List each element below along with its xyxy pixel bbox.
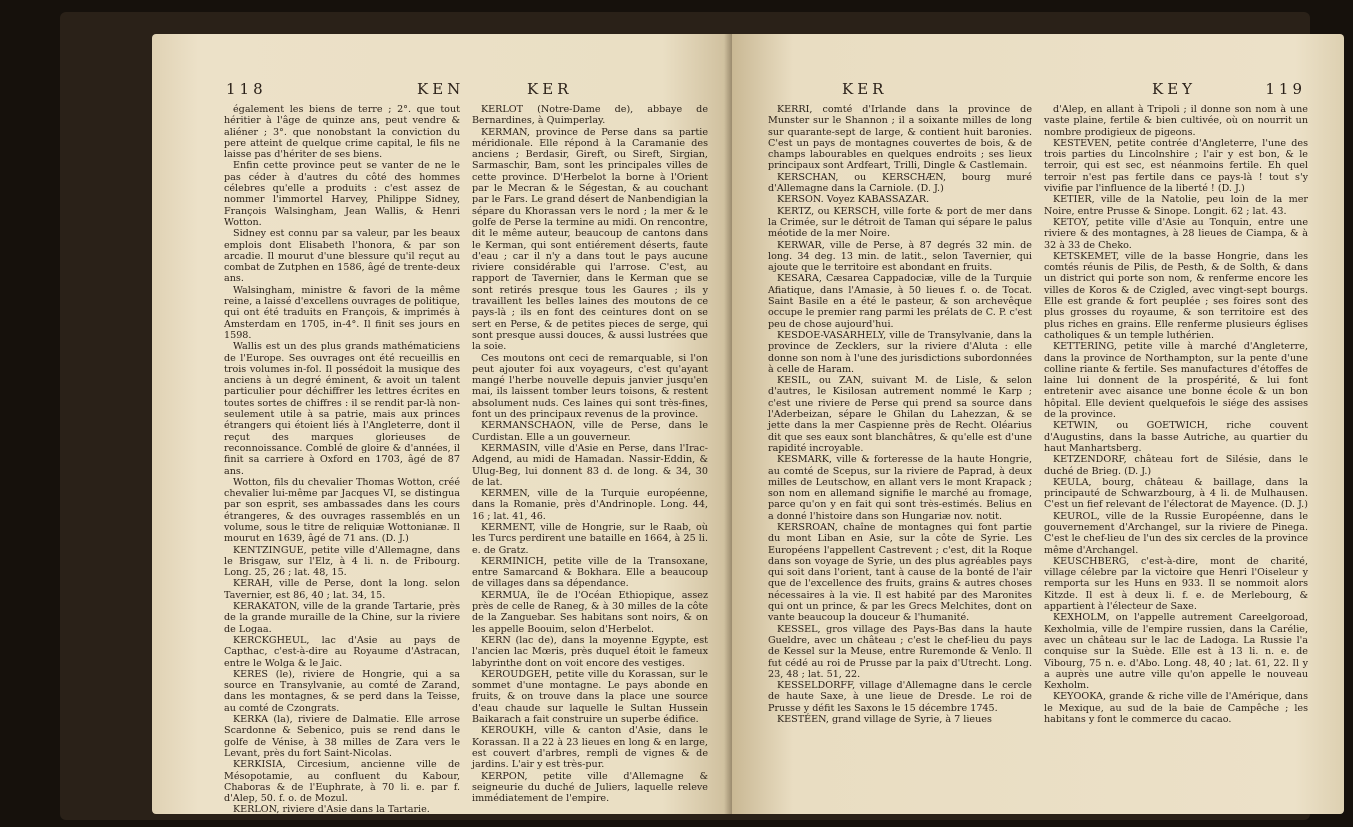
entry-paragraph: Enfin cette province peut se vanter de ne le pas céder à d'autres du côté des hommes célebres qu'elle a produits : c'est assez de nommer l'immortel Harvey, Philippe Sidney, François Walsingham, Jean Wallis, & Henri Wotton. <box>224 160 460 228</box>
entry-paragraph: KETIER, ville de la Natolie, peu loin de la mer Noire, entre Prusse & Sinope. Longit. 62 ; lat. 43. <box>1044 194 1308 217</box>
entry-paragraph: KERKISIA, Circesium, ancienne ville de Mésopotamie, au confluent du Kabour, Chaboras & de l'Euphrate, à 70 li. e. par f. d'Alep, 50. f. o. de Mozul. <box>224 759 460 805</box>
entry-paragraph: KESDOE-VASARHELY, ville de Transylvanie, dans la province de Zecklers, sur la riviere d'Aluta : elle donne son nom à l'une des jurisdictions subordonnées à celle de Haram. <box>768 329 1032 375</box>
right-column-2 <box>1044 104 1308 800</box>
entry-paragraph: KESSEL, gros village des Pays-Bas dans la haute Gueldre, avec un château ; c'est le chef-lieu du pays de Kessel sur la Meuse, entre Ruremonde & Venlo. Il fut cédé au roi de Prusse par la paix d'Utrecht. Long. 23, 48 ; lat. 51, 22. <box>768 623 1032 680</box>
entry-paragraph: d'Alep, en allant à Tripoli ; il donne son nom à une vaste plaine, fertile & bien cultivée, où on nourrit un nombre prodigieux de pigeons. <box>1044 104 1308 138</box>
left-page-header <box>152 80 732 102</box>
entry-paragraph: Walsingham, ministre & favori de la même reine, a laissé d'excellens ouvrages de politique, qui ont été traduits en François, & imprimés à Amsterdam en 1705, in-4°. Il finit ses jours en 1598. <box>224 284 460 341</box>
entry-paragraph: KERRI, comté d'Irlande dans la province de Munster sur le Shannon ; il a soixante milles de long sur quarante-sept de large, & contient huit baronies. C'est un pays de montagnes couvertes de bois, & de champs labourables en quelques endroits ; ses lieux principaux sont Ardfeart, Trilli, Dingle & Castlemain. <box>768 104 1032 172</box>
entry-paragraph: KERSCHAN, ou KERSCHÆN, bourg muré d'Allemagne dans la Carniole. (D. J.) <box>768 171 1032 195</box>
entry-paragraph: KESARA, Cæsarea Cappadociæ, ville de la Turquie Afiatique, dans l'Amasie, à 50 lieues f. o. de Tocat. Saint Basile en a été le pasteur, & son archevêque occupe le premier rang parmi les prélats de C. P. c'est peu de chose aujourd'hui. <box>768 273 1032 330</box>
book-spread <box>60 12 1310 820</box>
entry-paragraph: KERLOT (Notre-Dame de), abbaye de Bernardines, à Quimperlay. <box>472 104 708 127</box>
right-page-columns <box>768 104 1308 800</box>
entry-paragraph: KEULA, bourg, château & baillage, dans la principauté de Schwarzbourg, à 4 li. de Mulhausen. C'est un fief relevant de l'électorat de Mayence. (D. J.) <box>1044 476 1308 511</box>
entry-paragraph: KERMEN, ville de la Turquie européenne, dans la Romanie, près d'Andrinople. Long. 44, 16 ; lat. 41, 46. <box>472 488 708 522</box>
entry-paragraph: Wotton, fils du chevalier Thomas Wotton, créé chevalier lui-même par Jacques VI, se distingua par son esprit, ses ambassades dans les cours étrangeres, & des ouvrages rassemblés en un volume, sous le titre de reliquiæ Wottonianæ. Il mourut en 1639, âgé de 71 ans. (D. J.) <box>224 476 460 545</box>
entry-paragraph: KERCKGHEUL, lac d'Asie au pays de Capthac, c'est-à-dire au Royaume d'Astracan, entre le Wolga & le Jaic. <box>224 634 460 669</box>
entry-paragraph: KETZENDORF, château fort de Silésie, dans le duché de Brieg. (D. J.) <box>1044 454 1308 477</box>
left-column-1 <box>224 104 460 816</box>
entry-paragraph: KERTZ, ou KERSCH, ville forte & port de mer dans la Crimée, sur le détroit de Taman qui sépare le palus méotide de la mer Noire. <box>768 205 1032 240</box>
left-column-2 <box>472 104 708 805</box>
entry-paragraph: KERWAR, ville de Perse, à 87 degrés 32 min. de long. 34 deg. 13 min. de latit., selon Tavernier, qui ajoute que le territoire est abondant en fruits. <box>768 239 1032 274</box>
entry-paragraph: Wallis est un des plus grands mathématiciens de l'Europe. Ses ouvrages ont été recueillis en trois volumes in-fol. Il possédoit la musique des anciens à un degré éminent, & avoit un talent particulier pour déchiffrer les lettres écrites en toutes sortes de chiffres : il se rendit par-là non-seulement utile à sa patrie, mais aux princes étrangers qui étoient liés à l'Angleterre, dont il reçut des marques glorieuses de reconnoissance. Comblé de gloire & d'années, il finit sa carriere à Oxford en 1703, âgé de 87 ans. <box>224 341 460 477</box>
entry-paragraph: KEROUDGEH, petite ville du Korassan, sur le sommet d'une montagne. Le pays abonde en fruits, & on trouve dans la place une source d'eau chaude sur laquelle le Sultan Hussein Baikarach a fait construire un superbe édifice. <box>472 668 708 726</box>
left-page <box>152 34 732 814</box>
entry-paragraph: KERAH, ville de Perse, dont la long. selon Tavernier, est 86, 40 ; lat. 34, 15. <box>224 578 460 601</box>
right-page-number: 119 <box>1265 80 1306 98</box>
entry-paragraph: KEUROL, ville de la Russie Européenne, dans le gouvernement d'Archangel, sur la riviere de Pinega. C'est le chef-lieu de l'un des six cercles de la province même d'Archangel. <box>1044 510 1308 556</box>
entry-paragraph: KERMAN, province de Perse dans sa partie méridionale. Elle répond à la Caramanie des anciens ; Berdasir, Gireft, ou Sireft, Sirgian, Sarmaschir, Bam, sont les principales villes de cette province. D'Herbelot la borne à l'Orient par le Mecran & le Ségestan, & au couchant par le Fars. Le grand désert de Nanbendigian la sépare du Khorassan vers le nord ; la mer & le golfe de Perse la termine au midi. On rencontre, dit le même auteur, beaucoup de cantons dans le Kerman, qui sont entiérement déserts, faute d'eau ; car il n'y a dans tout le pays aucune riviere considérable qui l'arrose. C'est, au rapport de Tavernier, dans le Kerman que se sont retirés presque tous les Gaures ; ils y travaillent les belles laines des moutons de ce pays-là ; ils en font des ceintures dont on se sert en Perse, & de petites pieces de serge, qui sont presque aussi douces, & aussi lustrées que la soie. <box>472 126 708 353</box>
entry-paragraph: KERMANSCHAON, ville de Perse, dans le Curdistan. Elle a un gouverneur. <box>472 420 708 443</box>
entry-paragraph: KETWIN, ou GOETWICH, riche couvent d'Augustins, dans la basse Autriche, au quartier du haut Manhartsberg. <box>1044 420 1308 454</box>
entry-paragraph: KERMASIN, ville d'Asie en Perse, dans l'Irac-Adgend, au midi de Hamadan. Nassir-Eddin, & Ulug-Beg, lui donnent 83 d. de long. & 34, 30 de lat. <box>472 442 708 488</box>
right-page <box>732 34 1344 814</box>
entry-paragraph: Sidney est connu par sa valeur, par les beaux emplois dont Elisabeth l'honora, & par son arcadie. Il mourut d'une blessure qu'il reçut au combat de Zutphen en 1586, âgé de trente-deux ans. <box>224 228 460 285</box>
entry-paragraph: KERPON, petite ville d'Allemagne & seigneurie du duché de Juliers, laquelle releve immédiatement de l'empire. <box>472 770 708 805</box>
entry-paragraph: KEROUKH, ville & canton d'Asie, dans le Korassan. Il a 22 à 23 lieues en long & en large, est couvert d'arbres, rempli de vignes & de jardins. L'air y est très-pur. <box>472 725 708 771</box>
entry-paragraph: KESTEVEN, petite contrée d'Angleterre, l'une des trois parties du Lincolnshire ; l'air y est bon, & le terroir, qui est sec, est néanmoins fertile. Eh quel terroir n'est pas fertile dans ce pays-là ! tout s'y vivifie par l'influence de la liberté ! (D. J.) <box>1044 137 1308 195</box>
entry-paragraph: KEYOOKA, grande & riche ville de l'Amérique, dans le Mexique, au sud de la baie de Campêche ; les habitans y font le commerce du cacao. <box>1044 691 1308 726</box>
entry-paragraph: KESSELDORFF, village d'Allemagne dans le cercle de haute Saxe, à une lieue de Dresde. Le roi de Prusse y défit les Saxons le 15 décembre 1745. <box>768 680 1032 714</box>
entry-paragraph: KESTÉEN, grand village de Syrie, à 7 lieues <box>777 714 992 726</box>
entry-paragraph: également les biens de terre ; 2°. que tout héritier à l'âge de quinze ans, peut vendre & aliéner ; 3°. que nonobstant la conviction du pere atteint de quelque crime capital, le fils ne laisse pas d'hériter de ses biens. <box>224 104 460 161</box>
entry-paragraph: KERKA (la), riviere de Dalmatie. Elle arrose Scardonne & Sebenico, puis se rend dans le golfe de Vénise, à 38 milles de Zara vers le Levant, près du fort Saint-Nicolas. <box>224 714 460 759</box>
entry-paragraph: KETTERING, petite ville à marché d'Angleterre, dans la province de Northampton, sur la pente d'une colline riante & fertile. Ses manufactures d'étoffes de laine lui donnent de la prospérité, & lui font entretenir avec aisance une bonne école & un bon hôpital. Elle devient quelquefois le siége des assises de la province. <box>1044 341 1308 421</box>
entry-paragraph: KERSROAN, chaîne de montagnes qui font partie du mont Liban en Asie, sur la côte de Syrie. Les Européens l'appellent Castrevent ; c'est, dit la Roque dans son voyage de Syrie, un des plus agréables pays qui soit dans l'orient, tant à cause de la bonté de l'air que de l'excellence des fruits, grains & autres choses nécessaires à la vie. Il est habité par des Maronites qui ont un prince, & par les Grecs Melchites, dont on vante beaucoup la douceur & l'humanité. <box>768 521 1032 624</box>
entry-paragraph: KENTZINGUE, petite ville d'Allemagne, dans le Brisgaw, sur l'Elz, à 4 li. n. de Fribourg. Long. 25, 26 ; lat. 48, 15. <box>224 544 460 579</box>
right-running-head: KER <box>842 80 888 98</box>
entry-paragraph: KERSON. Voyez KABASSAZAR. <box>777 194 930 206</box>
left-running-head-2: KER <box>527 80 573 98</box>
entry-paragraph: KERN (lac de), dans la moyenne Egypte, est l'ancien lac Mœris, près duquel étoit le fameux labyrinthe dont on voit encore des vestiges. <box>472 634 708 669</box>
left-page-number: 118 <box>226 80 267 98</box>
entry-paragraph: KERMENT, ville de Hongrie, sur le Raab, où les Turcs perdirent une bataille en 1664, à 25 li. e. de Gratz. <box>472 521 708 556</box>
entry-paragraph: KERAKATON, ville de la grande Tartarie, près de la grande muraille de la Chine, sur la riviere de Logaa. <box>224 601 460 635</box>
right-page-header <box>732 80 1344 102</box>
entry-paragraph: KERMINICH, petite ville de la Transoxane, entre Samarcand & Bokhara. Elle a beaucoup de villages dans sa dépendance. <box>472 555 708 590</box>
entry-paragraph: Ces moutons ont ceci de remarquable, si l'on peut ajouter foi aux voyageurs, c'est qu'ayant mangé l'herbe nouvelle depuis janvier jusqu'en mai, ils laissent tomber leurs toisons, & restent absolument nuds. Ces laines qui sont très-fines, font un des principaux revenus de la province. <box>472 352 708 421</box>
entry-paragraph: KERLON, riviere d'Asie dans la Tartarie. <box>233 804 430 816</box>
right-column-1 <box>768 104 1032 800</box>
entry-paragraph: KEUSCHBERG, c'est-à-dire, mont de charité, village célebre par la victoire que Henri l'Oiseleur y remporta sur les Huns en 933. Il se nommoit alors Kitzde. Il est à deux li. f. e. de Merlebourg, & appartient à l'électeur de Saxe. <box>1044 555 1308 613</box>
left-page-columns <box>224 104 708 816</box>
entry-paragraph: KERES (le), riviere de Hongrie, qui a sa source en Transylvanie, au comté de Zarand, dans les montagnes, & se perd dans la Teisse, au comté de Czongrats. <box>224 668 460 714</box>
right-running-head-2: KEY <box>1152 80 1197 98</box>
entry-paragraph: KESIL, ou ZAN, suivant M. de Lisle, & selon d'autres, le Kisilosan autrement nommé le Karp ; c'est une riviere de Perse qui prend sa source dans l'Aderbeizan, sépare le Ghilan du Lahezzan, & se jette dans la mer Caspienne près de Recht. Oléarius dit que ses eaux sont blanchâtres, & qu'elle est d'une rapidité incroyable. <box>768 375 1032 454</box>
entry-paragraph: KEXHOLM, on l'appelle autrement Careelgoroad, Kexholmia, ville de l'empire russien, dans la Carélie, avec un château sur le lac de Ladoga. La Russie l'a conquise sur la Suède. Elle est à 13 li. n. e. de Vibourg, 75 n. e. d'Abo. Long. 48, 40 ; lat. 61, 22. Il y a auprès une autre ville qu'on appelle le nouveau Kexholm. <box>1044 612 1308 692</box>
entry-paragraph: KETOY, petite ville d'Asie au Tonquin, entre une riviere & des montagnes, à 28 lieues de Ciampa, & à 32 à 33 de Cheko. <box>1044 216 1308 251</box>
entry-paragraph: KESMARK, ville & forteresse de la haute Hongrie, au comté de Scepus, sur la riviere de Paprad, à deux milles de Leutschow, en allant vers le mont Krapack ; son nom en allemand signifie le marché au fromage, parce qu'on y en fait qui sont très-estimés. Belius en a donné l'histoire dans son Hungariæ nov. notit. <box>768 454 1032 522</box>
entry-paragraph: KERMUA, île de l'Océan Ethiopique, assez près de celle de Raneg, & à 30 milles de la côte de la Zanguebar. Ses habitans sont noirs, & on les appelle Boouim, selon d'Herbelot. <box>472 589 708 635</box>
left-running-head: KEN <box>417 80 465 98</box>
entry-paragraph: KETSKEMET, ville de la basse Hongrie, dans les comtés réunis de Pilis, de Pesth, & de Solth, & dans un district qui porte son nom, & renferme encore les villes de Koros & de Czigled, avec vingt-sept bourgs. Elle est grande & fort peuplée ; ses foires sont des plus grosses du royaume, & son territoire est des plus riches en grains. Elle renferme plusieurs églises catholiques & un temple luthérien. <box>1044 250 1308 341</box>
